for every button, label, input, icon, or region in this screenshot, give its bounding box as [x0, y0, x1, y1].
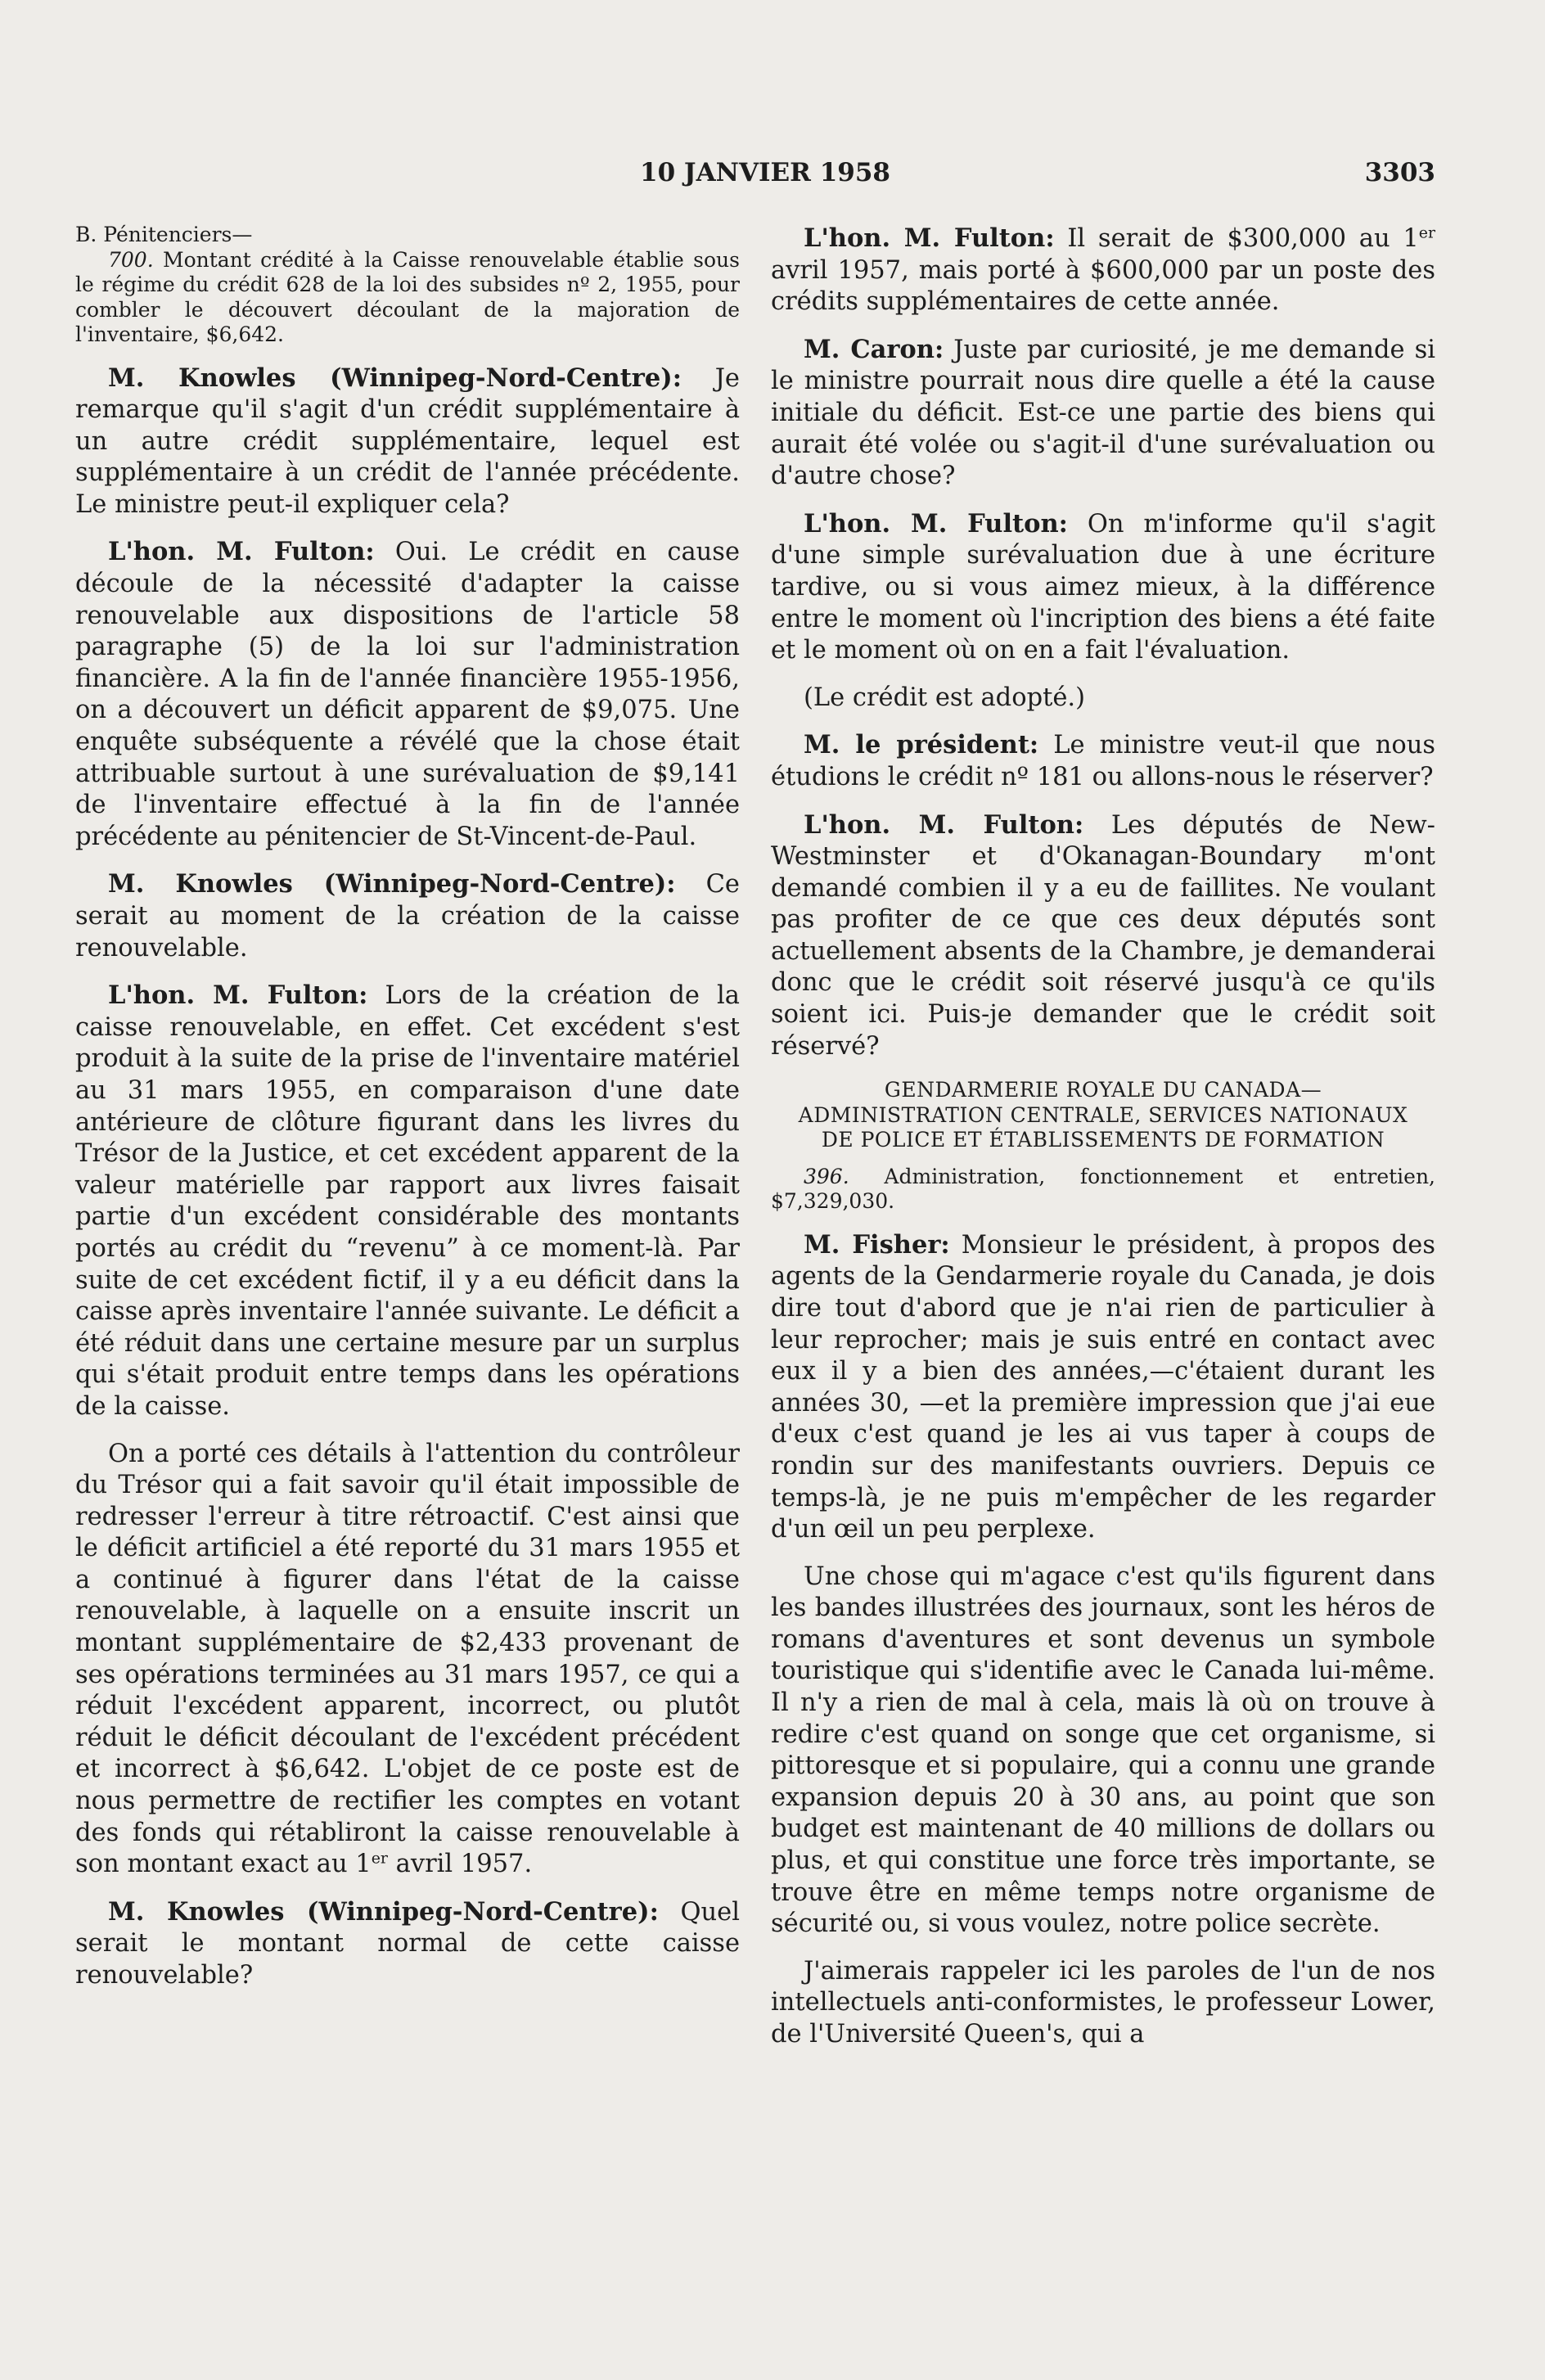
paragraph-text: avril 1957, mais porté à $600,000 par un poste des crédits supplémentaires de cette année.	[771, 255, 1435, 317]
paragraph	[75, 536, 740, 853]
right-column	[771, 223, 1435, 2067]
vote-number: 700.	[108, 247, 154, 272]
vote-item-396	[771, 1165, 1435, 1215]
section-heading: DE POLICE ET ÉTABLISSEMENTS DE FORMATION	[821, 1128, 1385, 1152]
paragraph-text: Oui. Le crédit en cause découle de la nécessité d'adapter la caisse renouvelable aux dispositions de l'article 58 paragraphe (5) de la loi sur l'administration financière. A la fin de l'année financière 1955-1956, on a découvert un déficit apparent de $9,075. Une enquête subséquente a révélé que la chose était attribuable surtout à une surévaluation de $9,141 de l'inventaire effectué à la fin de l'année précédente au pénitencier de St-Vincent-de-Paul.	[75, 538, 740, 851]
paragraph-text: Il serait de $300,000 au 1	[1054, 224, 1419, 253]
paragraph-text: Quel serait le montant normal de cette caisse renouvelable?	[75, 1897, 740, 1990]
paragraph-text: Je remarque qu'il s'agit d'un crédit supplémentaire à un autre crédit supplémentaire, lequel est supplémentaire à un crédit de l'année précédente. Le ministre peut-il expliquer cela?	[75, 363, 740, 519]
paragraph-text: Les députés de New-Westminster et d'Okanagan-Boundary m'ont demandé combien il y a eu de faillites. Ne voulant pas profiter de ce que ces deux députés sont actuellement absents de la Chambre, je demanderai donc que le crédit soit réservé jusqu'à ce qu'ils soient ici. Puis-je demander que le crédit soit réservé?	[771, 810, 1435, 1061]
paragraph	[771, 508, 1435, 667]
paragraph-text: On a porté ces détails à l'attention du contrôleur du Trésor qui a fait savoir qu'il était impossible de redresser l'erreur à titre rétroactif. C'est ainsi que le déficit artificiel a été reporté du 31 mars 1955 et a continué à figurer dans l'état de la caisse renouvelable, à laquelle on a ensuite inscrit un montant supplémentaire de $2,433 provenant de ses opérations terminées au 31 mars 1957, ce qui a réduit l'excédent apparent, incorrect, ou plutôt réduit le déficit découlant de l'excédent précédent et incorrect à $6,642. L'objet de ce poste est de nous permettre de rectifier les comptes en votant des fonds qui rétabliront la caisse renouvelable à son montant exact au 1	[75, 1439, 740, 1879]
left-column	[75, 223, 740, 2008]
page-number: 3303	[1364, 158, 1435, 187]
header-date: 10 JANVIER 1958	[640, 158, 891, 187]
speaker-name: M. le président:	[804, 730, 1039, 760]
paragraph-text: Le ministre veut-il que nous étudions le crédit nº 181 ou allons-nous le réserver?	[771, 731, 1436, 791]
paragraph	[75, 868, 740, 964]
paragraph	[771, 334, 1435, 493]
paragraph-text: Monsieur le président, à propos des agents de la Gendarmerie royale du Canada, je dois dire tout d'abord que je n'ai rien de particulier à leur reprocher; mais je suis entré en contact avec eux il y a bien des années,—c'étaient durant les années 30, —et la première impression que j'ai eue d'eux c'est quand je les ai vus taper à coups de rondin sur des manifestants ouvriers. Depuis ce temps-là, je ne puis m'empêcher de les regarder d'un œil un peu perplexe.	[771, 1230, 1435, 1544]
vote-heading: B. Pénitenciers—	[75, 223, 253, 246]
paragraph-text: On m'informe qu'il s'agit d'une simple surévaluation due à une écriture tardive, ou si vous aimez mieux, à la différence entre le moment où l'incription des biens a été faite et le moment où on en a fait l'évaluation.	[771, 509, 1435, 665]
speaker-name: L'hon. M. Fulton:	[804, 809, 1084, 840]
speaker-name: L'hon. M. Fulton:	[804, 223, 1055, 253]
speaker-name: M. Fisher:	[804, 1229, 950, 1260]
speaker-name: M. Knowles (Winnipeg-Nord-Centre):	[108, 1896, 659, 1927]
speaker-name: L'hon. M. Fulton:	[108, 537, 375, 567]
paragraph: (Le crédit est adopté.)	[804, 683, 1085, 712]
paragraph	[771, 729, 1435, 793]
paragraph	[75, 1439, 740, 1881]
paragraph-text: Lors de la création de la caisse renouvelable, en effet. Cet excédent s'est produit à la suite de la prise de l'inventaire matériel au 31 mars 1955, en comparaison d'une date antérieure de clôture figurant dans les livres du Trésor de la Justice, et cet excédent apparent de la valeur matérielle par rapport aux livres faisait partie d'un excédent considérable des montants portés au crédit du “revenu” à ce moment-là. Par suite de cet excédent fictif, il y a eu déficit dans la caisse après inventaire l'année suivante. Le déficit a été réduit dans une certaine mesure par un surplus qui s'était produit entre temps dans les opérations de la caisse.	[75, 981, 740, 1421]
speaker-name: M. Knowles (Winnipeg-Nord-Centre):	[108, 363, 682, 393]
paragraph	[75, 1896, 740, 1992]
paragraph: Une chose qui m'agace c'est qu'ils figurent dans les bandes illustrées des journaux, sont les héros de romans d'aventures et sont devenus un symbole touristique qui s'identifie avec le Canada lui-même. Il n'y a rien de mal à cela, mais là où on trouve à redire c'est quand on songe que cet organisme, si pittoresque et si populaire, qui a connu une grande expansion depuis 20 à 30 ans, au point que son budget est maintenant de 40 millions de dollars ou plus, et qui constitue une force très importante, se trouve être en même temps notre organisme de sécurité ou, si vous voulez, notre police secrète.	[771, 1562, 1435, 1939]
section-heading: GENDARMERIE ROYALE DU CANADA—	[884, 1078, 1322, 1102]
vote-number: 396.	[804, 1164, 849, 1188]
vote-text: Montant crédité à la Caisse renouvelable établie sous le régime du crédit 628 de la loi des subsides nº 2, 1955, pour combler le découvert découlant de la majoration de l'inventaire, $6,642.	[75, 247, 740, 346]
paragraph	[75, 980, 740, 1422]
paragraph-text: Ce serait au moment de la création de la caisse renouvelable.	[75, 870, 740, 962]
paragraph: J'aimerais rappeler ici les paroles de l'un de nos intellectuels anti-conformistes, le professeur Lower, de l'Université Queen's, qui a	[771, 1956, 1435, 2049]
speaker-name: M. Caron:	[804, 334, 944, 364]
paragraph	[771, 1229, 1435, 1546]
section-heading: ADMINISTRATION CENTRALE, SERVICES NATIONAUX	[798, 1102, 1408, 1127]
paragraph	[75, 363, 740, 521]
speaker-name: L'hon. M. Fulton:	[804, 508, 1068, 539]
speaker-name: M. Knowles (Winnipeg-Nord-Centre):	[108, 869, 676, 899]
vote-text: Administration, fonctionnement et entretien, $7,329,030.	[771, 1164, 1435, 1214]
vote-item-700	[75, 248, 740, 348]
paragraph-text: avril 1957.	[387, 1850, 533, 1879]
paragraph-text: Juste par curiosité, je me demande si le ministre pourrait nous dire quelle a été la cause initiale du déficit. Est-ce une partie des biens qui aurait été volée ou s'agit-il d'une surévaluation ou d'autre chose?	[771, 335, 1435, 491]
superscript: er	[1418, 223, 1435, 242]
page-header	[75, 158, 1435, 199]
paragraph	[771, 223, 1435, 318]
superscript: er	[371, 1849, 388, 1868]
speaker-name: L'hon. M. Fulton:	[108, 980, 368, 1011]
paragraph	[771, 809, 1435, 1063]
